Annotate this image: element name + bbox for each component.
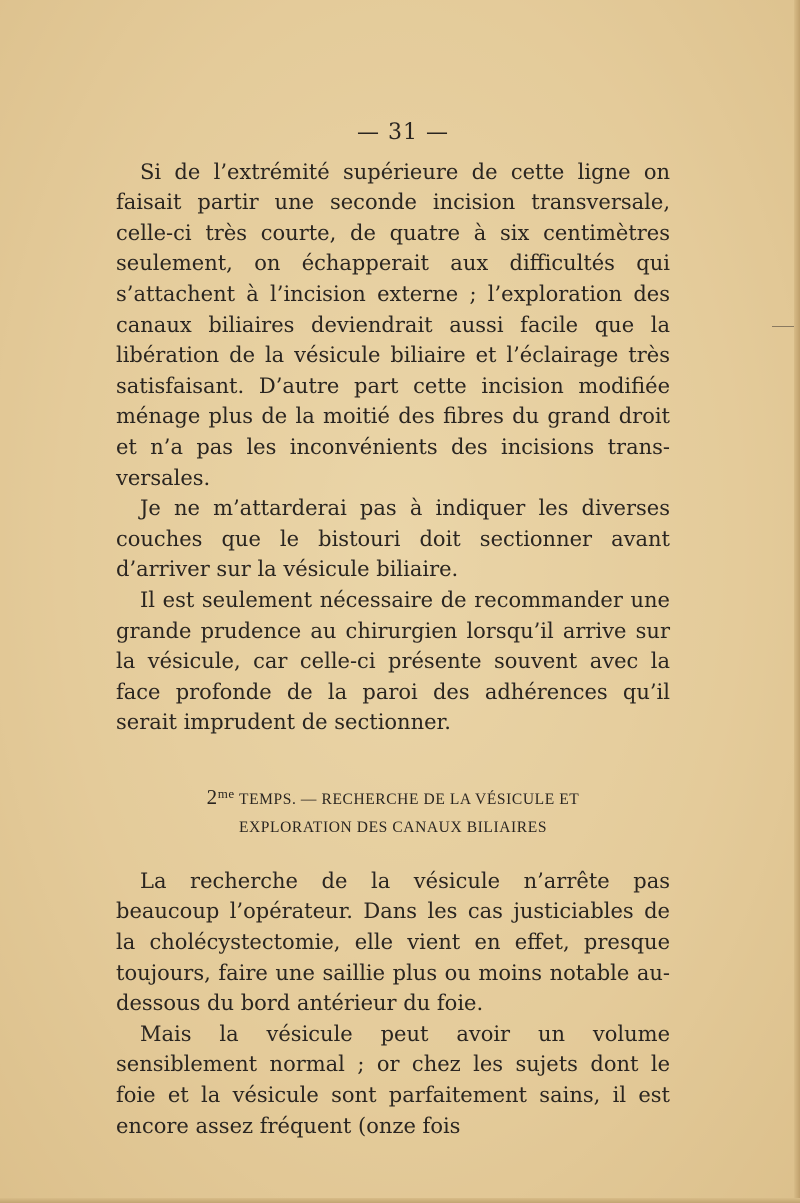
section-number: 2 xyxy=(206,784,218,809)
margin-mark xyxy=(772,326,794,327)
section-heading-line-1 xyxy=(116,780,670,814)
paragraph-2: Je ne m’attarderai pas à indiquer les diverses couches que le bistouri doit sectionner avant d’arriver sur la vésicule biliaire. xyxy=(116,496,670,582)
page-content xyxy=(116,118,670,1141)
section-heading xyxy=(116,780,670,842)
paragraph-5: Mais la vésicule peut avoir un volume sensiblement normal ; or chez les sujets dont le foie et la vésicule sont parfaitement sains, il est encore assez fréquent (onze fois xyxy=(116,1021,670,1138)
page-number: — 31 — xyxy=(357,120,449,145)
page-edge-bottom xyxy=(0,1198,800,1203)
section-title-line-1: TEMPS. — RECHERCHE DE LA VÉSICULE ET xyxy=(239,790,580,808)
section-title-line-2: EXPLORATION DES CANAUX BILIAIRES xyxy=(238,818,548,836)
paragraph-4: La recherche de la vésicule n’arrête pas beaucoup l’opérateur. Dans les cas justiciables de la cholécystectomie, elle vient en effet, presque toujours, faire une saillie plus ou moins notable au-dessous du bord antérieur du foie. xyxy=(116,868,670,1016)
section-number-suffix: me xyxy=(217,785,235,801)
paragraph-3: Il est seulement nécessaire de recommander une grande prudence au chirurgien lorsqu’il arrive sur la vésicule, car celle-ci présente souvent avec la face profonde de la paroi des adhérences qu’il serait imprudent de sectionner. xyxy=(116,587,670,735)
paragraph-1: Si de l’extrémité supérieure de cette ligne on faisait partir une seconde incision transversale, celle-ci très courte, de quatre à six centimètres seulement, on échapperait aux difficultés qui s’attachent à l’incision externe ; l’exploration des canaux biliaires deviendrait aussi facile que la libération de la vésicule biliaire et l’éclairage très satisfaisant. D’autre part cette incision modifiée ménage plus de la moitié des fibres du grand droit et n’a pas les inconvénients des incisions transversales. xyxy=(116,159,670,490)
page-edge-right xyxy=(794,0,800,1203)
